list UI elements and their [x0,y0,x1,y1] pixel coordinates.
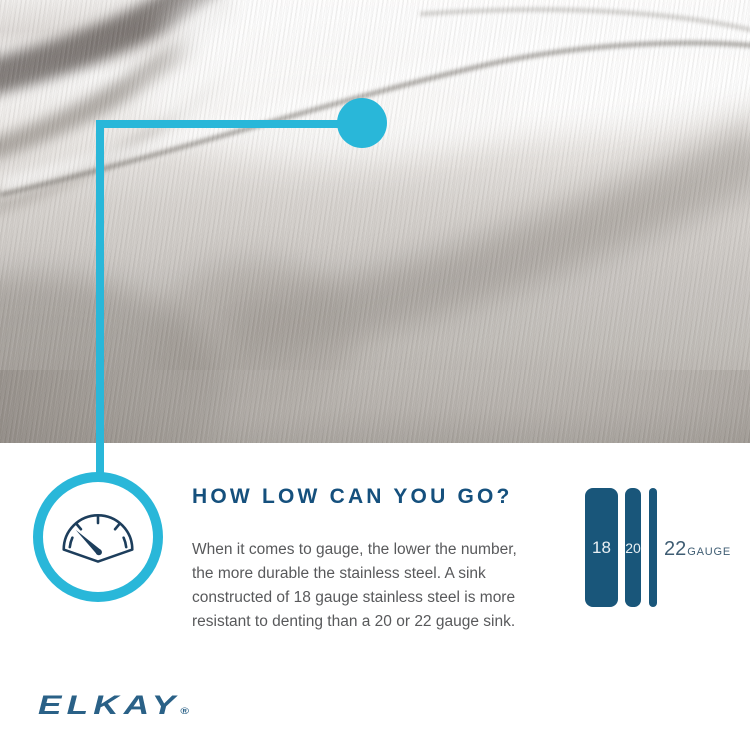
section-heading: HOW LOW CAN YOU GO? [192,485,513,508]
callout-connector-horizontal-line [96,120,362,128]
gauge-bar-18 [585,488,618,607]
gauge-badge-circle [33,472,163,602]
gauge-bar-18-label: 18 [592,538,611,557]
gauge-bar-22 [649,488,657,607]
gauge-bar-20-label: 20 [625,539,641,556]
elkay-logo-text: ELKAY [38,690,181,720]
gauge-comparison-diagram [585,488,745,607]
elkay-logo [38,690,189,721]
gauge-unit-label [664,538,731,561]
section-body [192,538,562,634]
gauge-bar-20 [625,488,641,607]
gauge-needle [76,530,102,555]
gauge-bar-22-label: 22 [664,538,687,560]
gauge-unit-text: GAUGE [687,546,731,558]
body-line: constructed of 18 gauge stainless steel is more [192,589,516,606]
registered-mark: ® [180,706,190,716]
body-line: resistant to denting than a 20 or 22 gauge sink. [192,613,516,630]
body-line: When it comes to gauge, the lower the number, [192,541,517,558]
callout-connector-vertical-line [96,120,104,476]
gauge-icon [55,505,141,565]
body-line: the more durable the stainless steel. A sink [192,565,486,582]
callout-dot-icon [337,98,387,148]
